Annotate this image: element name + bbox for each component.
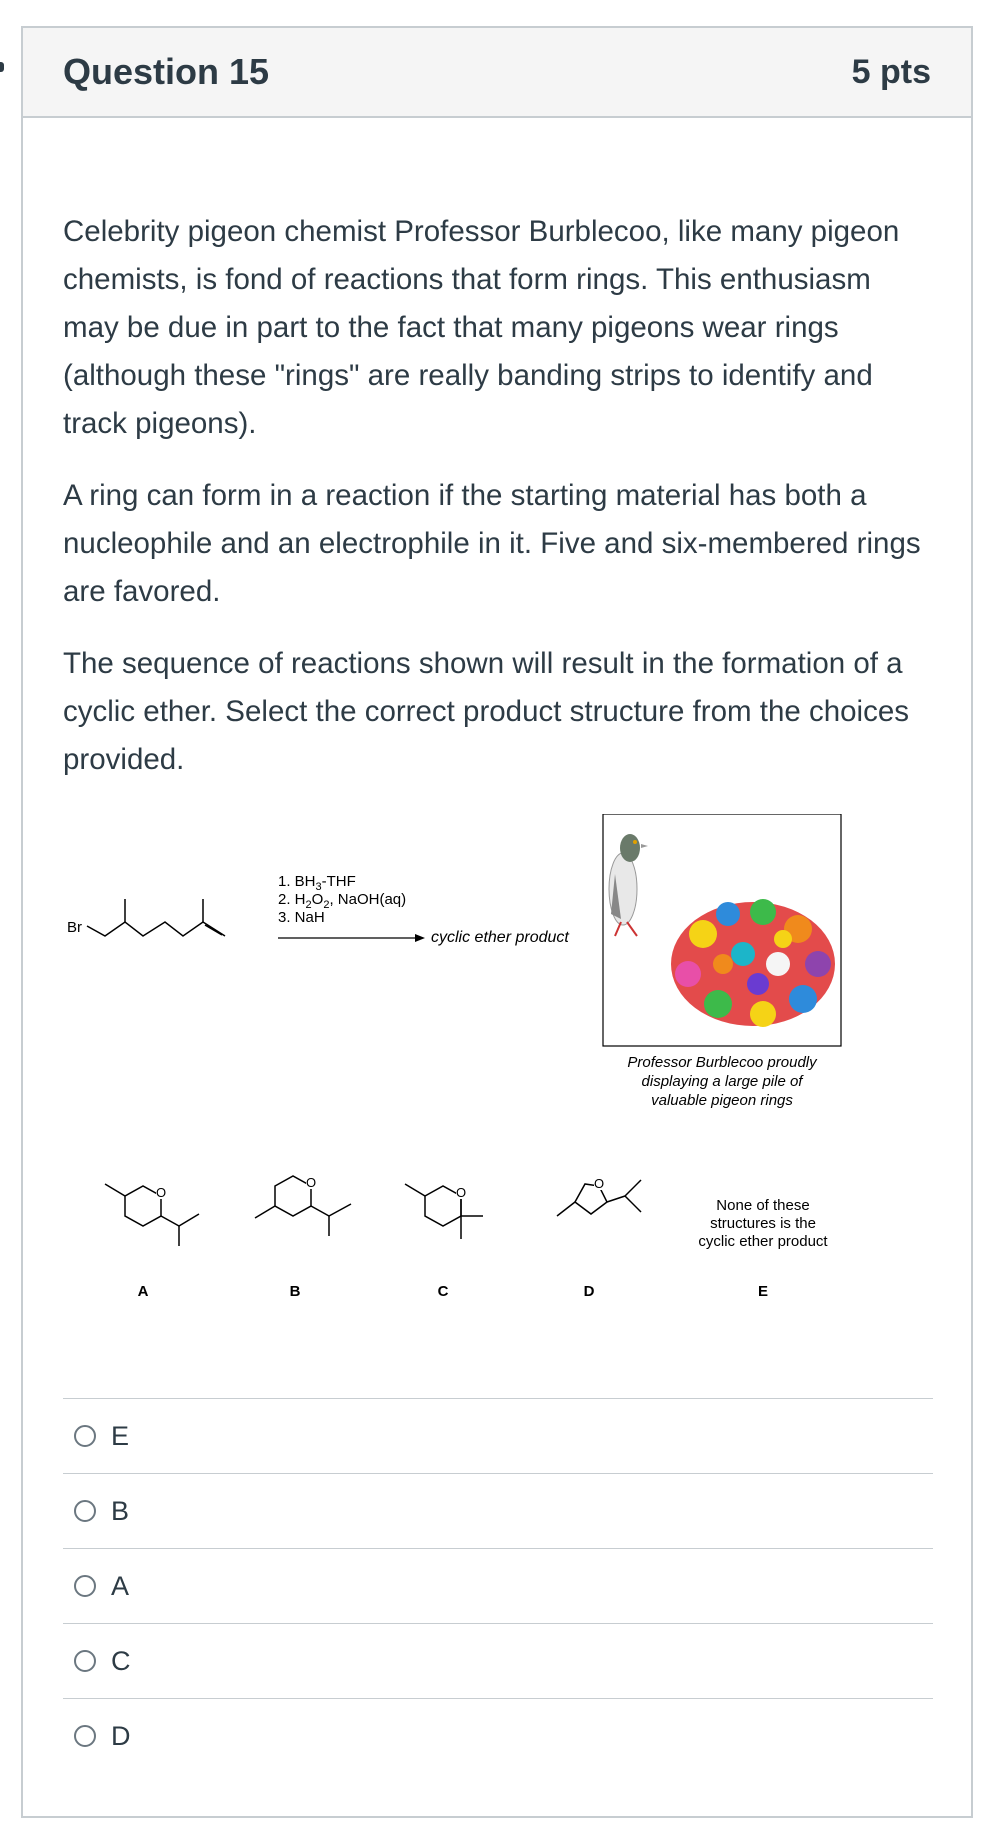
caption-line-3: valuable pigeon rings: [651, 1092, 793, 1109]
left-edge-marker: [0, 62, 4, 72]
reactant-chain: [87, 922, 225, 936]
choice-e-line-2: structures is the: [710, 1215, 816, 1232]
radio-button[interactable]: [74, 1425, 96, 1447]
choice-a-label: A: [137, 1283, 149, 1300]
reaction-figure: [63, 814, 943, 1374]
caption-line-1: Professor Burblecoo proudly: [627, 1054, 817, 1071]
radio-button[interactable]: [74, 1500, 96, 1522]
radio-button[interactable]: [74, 1575, 96, 1597]
choice-b-label: B: [289, 1283, 301, 1300]
answer-option-d[interactable]: [63, 1698, 933, 1773]
question-points: 5 pts: [851, 52, 931, 91]
choice-a-structure: [105, 1184, 199, 1246]
radio-button[interactable]: [74, 1650, 96, 1672]
answer-label: D: [111, 1720, 131, 1751]
answer-label: C: [111, 1645, 131, 1676]
question-paragraph-3: The sequence of reactions shown will result in the formation of a cyclic ether. Select the correct product structure from the choices provided.: [63, 647, 910, 776]
question-paragraph-2: A ring can form in a reaction if the starting material has both a nucleophile and an electrophile in it. Five and six-membered rings are favored.: [63, 479, 921, 608]
answer-label: B: [111, 1495, 130, 1526]
question-paragraph-1: Celebrity pigeon chemist Professor Burblecoo, like many pigeon chemists, is fond of reactions that form rings. This enthusiasm may be due in part to the fact that many pigeons wear rings (although these "rings" are really banding strips to identify and track pigeons).: [63, 215, 900, 440]
caption-line-2: displaying a large pile of: [641, 1073, 803, 1090]
choice-e-line-3: cyclic ether product: [698, 1233, 828, 1250]
choice-c-structure: [405, 1184, 483, 1239]
reagent-step-2: 2. $H_2O_2$, NaOH(aq): [278, 891, 407, 911]
choice-c-label: C: [437, 1283, 449, 1300]
choice-d-label: D: [583, 1283, 595, 1300]
answer-label: A: [111, 1570, 130, 1601]
choice-d-structure: [557, 1176, 641, 1216]
reagent-step-1: 1. $BH_3$-THF: [278, 873, 356, 893]
question-header: [23, 28, 971, 118]
reactant-double-bond: [205, 925, 222, 935]
svg-text:O: O: [305, 1175, 317, 1190]
answer-option-e[interactable]: [63, 1398, 933, 1473]
choice-e-line-1: None of these: [716, 1197, 810, 1214]
radio-button[interactable]: [74, 1725, 96, 1747]
answer-option-a[interactable]: [63, 1548, 933, 1623]
answer-list: [63, 1398, 933, 1773]
answer-option-c[interactable]: [63, 1623, 933, 1698]
question-card: [21, 26, 973, 1818]
svg-text:O: O: [455, 1185, 467, 1200]
answer-label: E: [111, 1420, 130, 1451]
choice-b-structure: [255, 1175, 351, 1236]
reagent-step-3: 3. NaH: [278, 909, 325, 926]
answer-option-b[interactable]: [63, 1473, 933, 1548]
reaction-arrowhead: [415, 934, 425, 942]
question-body: [23, 118, 971, 1374]
question-title: Question 15: [63, 51, 270, 92]
reactant-br-label: Br: [67, 919, 82, 936]
reaction-figure-svg: [63, 814, 943, 1374]
product-label: cyclic ether product: [431, 929, 569, 946]
svg-text:O: O: [593, 1176, 605, 1191]
svg-text:O: O: [155, 1185, 167, 1200]
choice-e-label: E: [757, 1283, 769, 1300]
